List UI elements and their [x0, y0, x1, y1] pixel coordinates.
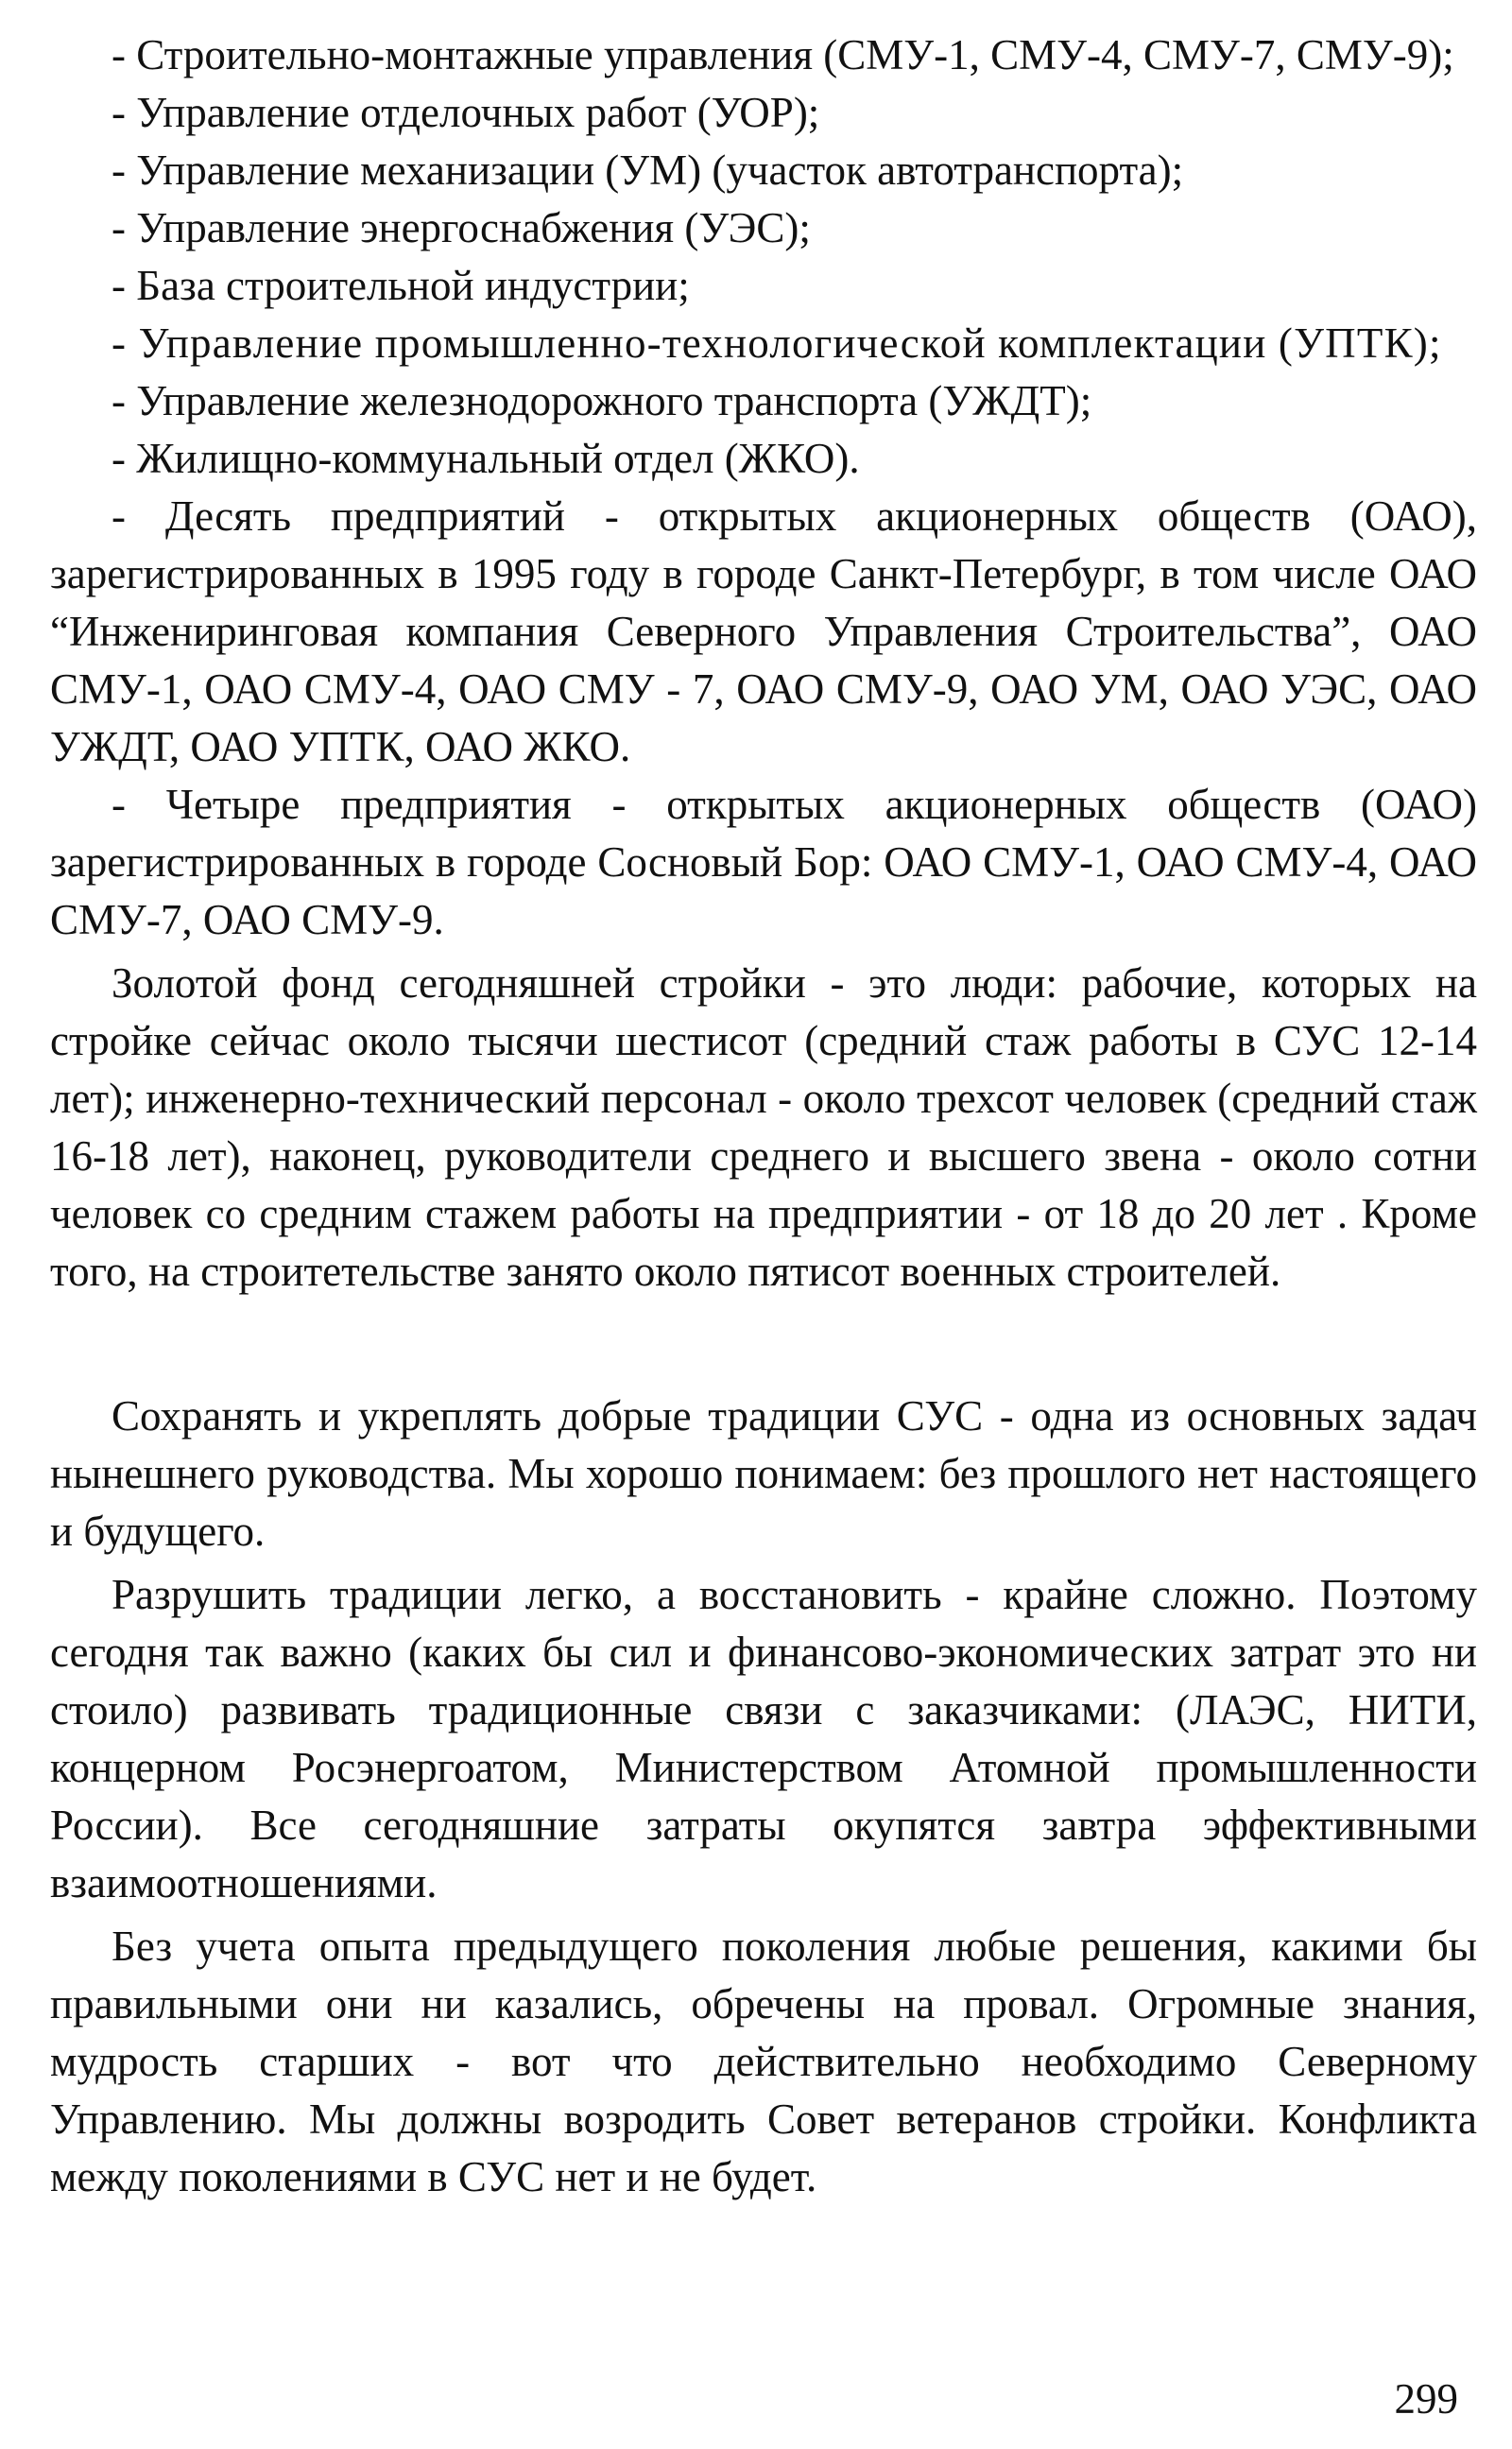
list-item-smu: - Строительно-монтажные управления (СМУ-1, СМУ-4, СМУ-7, СМУ-9);: [112, 31, 1454, 78]
list-item-uzhdt: - Управление железнодорожного транспорта (УЖДТ);: [112, 377, 1092, 424]
list-item-uor: - Управление отделочных работ (УОР);: [112, 89, 820, 136]
list-item-bsi: - База строительной индустрии;: [112, 262, 690, 309]
paragraph-customers: Разрушить традиции легко, а восстановить - крайне сложно. Поэтому сегодня так важно (каких бы сил и финансово-экономических затрат это ни стоило) развивать традиционные связи с заказчиками: (ЛАЭС, НИТИ, концерном Росэнергоатом, Министерством Атомной промышленности России). Все сегодняшние затраты окупятся завтра эффективными взаимоотношениями.: [50, 1571, 1477, 1906]
list-item-ues: - Управление энергоснабжения (УЭС);: [112, 204, 811, 251]
paragraph-traditions: Сохранять и укреплять добрые традиции СУС - одна из основных задач нынешнего руководства. Мы хорошо понимаем: без прошлого нет настоящего и будущего.: [50, 1392, 1477, 1555]
paragraph-golden-fund: Золотой фонд сегодняшней стройки - это люди: рабочие, которых на стройке сейчас около тысячи шестисот (средний стаж работы в СУС 12-14 лет); инженерно-технический персонал - около трехсот человек (средний стаж 16-18 лет), наконец, руководители среднего и высшего звена - около сотни человек со средним стажем работы на предприятии - от 18 до 20 лет . Кроме того, на строитетельстве занято около пятисот военных строителей.: [50, 959, 1477, 1295]
section-gap: [50, 1301, 1477, 1388]
list-item-four-enterprises: - Четыре предприятия - открытых акционерных обществ (ОАО) зарегистрированных в городе Сосновый Бор: ОАО СМУ-1, ОАО СМУ-4, ОАО СМУ-7, ОАО СМУ-9.: [50, 781, 1477, 943]
list-item-uptk: - Управление промышленно-технологической комплектации (УПТК);: [112, 319, 1442, 367]
paragraph-veterans: Без учета опыта предыдущего поколения любые решения, какими бы правильными они ни казались, обречены на провал. Огромные знания, мудрость старших - вот что действительно необходимо Северному Управлению. Мы должны возродить Совет ветеранов стройки. Конфликта между поколениями в СУС нет и не будет.: [50, 1923, 1477, 2200]
list-item-um: - Управление механизации (УМ) (участок автотранспорта);: [112, 147, 1184, 194]
page-number: 299: [1394, 2375, 1458, 2423]
page-text: [50, 26, 1477, 2206]
list-item-ten-enterprises: - Десять предприятий - открытых акционерных обществ (ОАО), зарегистрированных в 1995 году в городе Санкт-Петербург, в том числе ОАО “Инжениринговая компания Северного Управления Строительства”, ОАО СМУ-1, ОАО СМУ-4, ОАО СМУ - 7, ОАО СМУ-9, ОАО УМ, ОАО УЭС, ОАО УЖДТ, ОАО УПТК, ОАО ЖКО.: [50, 492, 1477, 770]
list-item-zhko: - Жилищно-коммунальный отдел (ЖКО).: [112, 435, 860, 482]
